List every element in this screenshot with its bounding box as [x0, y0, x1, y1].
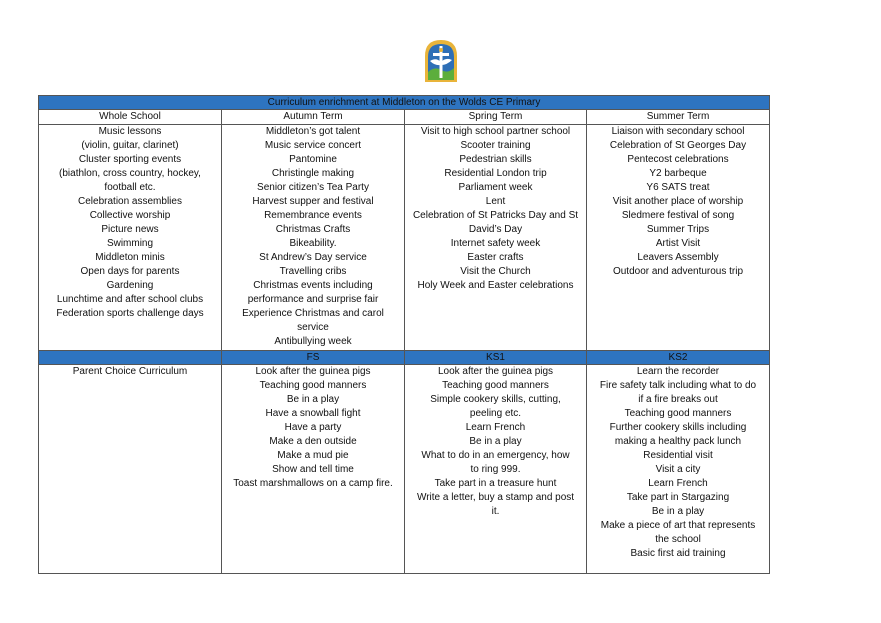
list-item: it. [491, 506, 500, 517]
list-item: Collective worship [89, 210, 171, 221]
list-item: Leavers Assembly [637, 252, 719, 263]
list-item: Travelling cribs [279, 266, 347, 277]
list-item: Celebration of St Patricks Day and St [412, 210, 579, 221]
list-item: Christmas Crafts [275, 224, 351, 235]
list-item: Look after the guinea pigs [437, 366, 554, 377]
list-item: Visit a city [655, 464, 701, 475]
ks1-list [405, 365, 587, 574]
parent-choice-label: Parent Choice Curriculum [39, 365, 222, 574]
table-title: Curriculum enrichment at Middleton on the Wolds CE Primary [39, 96, 770, 110]
list-item: Christingle making [271, 168, 355, 179]
list-item: Internet safety week [450, 238, 541, 249]
list-item: to ring 999. [470, 464, 521, 475]
list-item: Parliament week [458, 182, 533, 193]
header-blank [39, 351, 222, 365]
list-item: Antibullying week [274, 336, 352, 347]
term-header-row [39, 110, 770, 125]
list-item: making a healthy pack lunch [614, 436, 742, 447]
list-item: Show and tell time [272, 464, 354, 475]
list-item: Basic first aid training [630, 548, 726, 559]
header-autumn-term: Autumn Term [222, 110, 405, 125]
list-item: Be in a play [469, 436, 522, 447]
list-item: St Andrew’s Day service [259, 252, 367, 263]
list-item: Visit another place of worship [612, 196, 744, 207]
list-item: football etc. [104, 182, 156, 193]
list-item: Open days for parents [80, 266, 180, 277]
parent-choice-row [39, 365, 770, 574]
list-item: peeling etc. [469, 408, 522, 419]
list-item: Pedestrian skills [459, 154, 532, 165]
list-item: performance and surprise fair [247, 294, 379, 305]
list-item: Make a piece of art that represents [600, 520, 756, 531]
fs-list [222, 365, 405, 574]
header-whole-school: Whole School [39, 110, 222, 125]
list-item: (biathlon, cross country, hockey, [59, 168, 201, 179]
list-item: Y6 SATS treat [646, 182, 710, 193]
list-item: Teaching good manners [442, 380, 549, 391]
list-item: the school [655, 534, 701, 545]
list-item: Swimming [106, 238, 154, 249]
list-item: Holy Week and Easter celebrations [417, 280, 574, 291]
list-item: Look after the guinea pigs [255, 366, 371, 377]
list-item: Liaison with secondary school [611, 126, 745, 137]
list-item: Experience Christmas and carol [242, 308, 384, 319]
title-row [39, 96, 770, 110]
list-item: Further cookery skills including [609, 422, 747, 433]
list-item: Celebration assemblies [78, 196, 182, 207]
list-item: Simple cookery skills, cutting, [430, 394, 561, 405]
list-item: Artist Visit [655, 238, 701, 249]
list-item: Christmas events including [253, 280, 373, 291]
list-item: Residential London trip [444, 168, 547, 179]
list-item: Take part in Stargazing [626, 492, 730, 503]
header-summer-term: Summer Term [587, 110, 770, 125]
list-item: Teaching good manners [624, 408, 732, 419]
list-item: if a fire breaks out [638, 394, 718, 405]
list-item: Be in a play [286, 394, 340, 405]
list-item: Easter crafts [467, 252, 524, 263]
list-item: Have a snowball fight [265, 408, 361, 419]
list-item: What to do in an emergency, how [421, 450, 570, 461]
ks2-list [587, 365, 770, 574]
list-item: Picture news [101, 224, 159, 235]
spring-term-list [405, 125, 587, 351]
list-item: Learn French [648, 478, 708, 489]
list-item: Visit the Church [460, 266, 531, 277]
list-item: Pantomine [289, 154, 337, 165]
list-item: Cluster sporting events [78, 154, 182, 165]
list-item: Bikeability. [289, 238, 337, 249]
enrichment-row [39, 125, 770, 351]
list-item: Sledmere festival of song [621, 210, 735, 221]
list-item: Learn French [465, 422, 526, 433]
list-item: Have a party [284, 422, 342, 433]
list-item: Visit to high school partner school [420, 126, 571, 137]
list-item: Be in a play [651, 506, 705, 517]
list-item: Music lessons [98, 126, 162, 137]
list-item: Remembrance events [264, 210, 362, 221]
list-item: service [297, 322, 329, 333]
list-item: Senior citizen’s Tea Party [257, 182, 369, 193]
list-item: Learn the recorder [636, 366, 720, 377]
list-item: Outdoor and adventurous trip [612, 266, 744, 277]
header-spring-term: Spring Term [405, 110, 587, 125]
list-item: Residential visit [643, 450, 713, 461]
list-item: Scooter training [460, 140, 531, 151]
list-item: (violin, guitar, clarinet) [81, 140, 179, 151]
list-item: Harvest supper and festival [252, 196, 374, 207]
list-item: Celebration of St Georges Day [609, 140, 747, 151]
list-item: Gardening [106, 280, 154, 291]
summer-term-list [587, 125, 770, 351]
list-item: Pentecost celebrations [627, 154, 729, 165]
autumn-term-list [222, 125, 405, 351]
whole-school-list [39, 125, 222, 351]
list-item: Federation sports challenge days [56, 308, 204, 319]
list-item: Fire safety talk including what to do [599, 380, 757, 391]
curriculum-table [38, 95, 770, 574]
header-ks2: KS2 [587, 351, 770, 365]
list-item: Middleton’s got talent [265, 126, 361, 137]
header-fs: FS [222, 351, 405, 365]
list-item: Take part in a treasure hunt [434, 478, 557, 489]
list-item: Lent [485, 196, 506, 207]
list-item: Middleton minis [95, 252, 165, 263]
list-item: Make a mud pie [277, 450, 349, 461]
list-item: Toast marshmallows on a camp fire. [233, 478, 393, 489]
list-item: Write a letter, buy a stamp and post [416, 492, 575, 503]
header-ks1: KS1 [405, 351, 587, 365]
list-item: Make a den outside [269, 436, 357, 447]
school-crest-icon [421, 38, 461, 84]
list-item: David’s Day [468, 224, 523, 235]
list-item: Summer Trips [646, 224, 710, 235]
list-item: Y2 barbeque [649, 168, 707, 179]
stage-header-row [39, 351, 770, 365]
list-item: Music service concert [264, 140, 362, 151]
list-item: Teaching good manners [259, 380, 367, 391]
list-item: Lunchtime and after school clubs [56, 294, 204, 305]
